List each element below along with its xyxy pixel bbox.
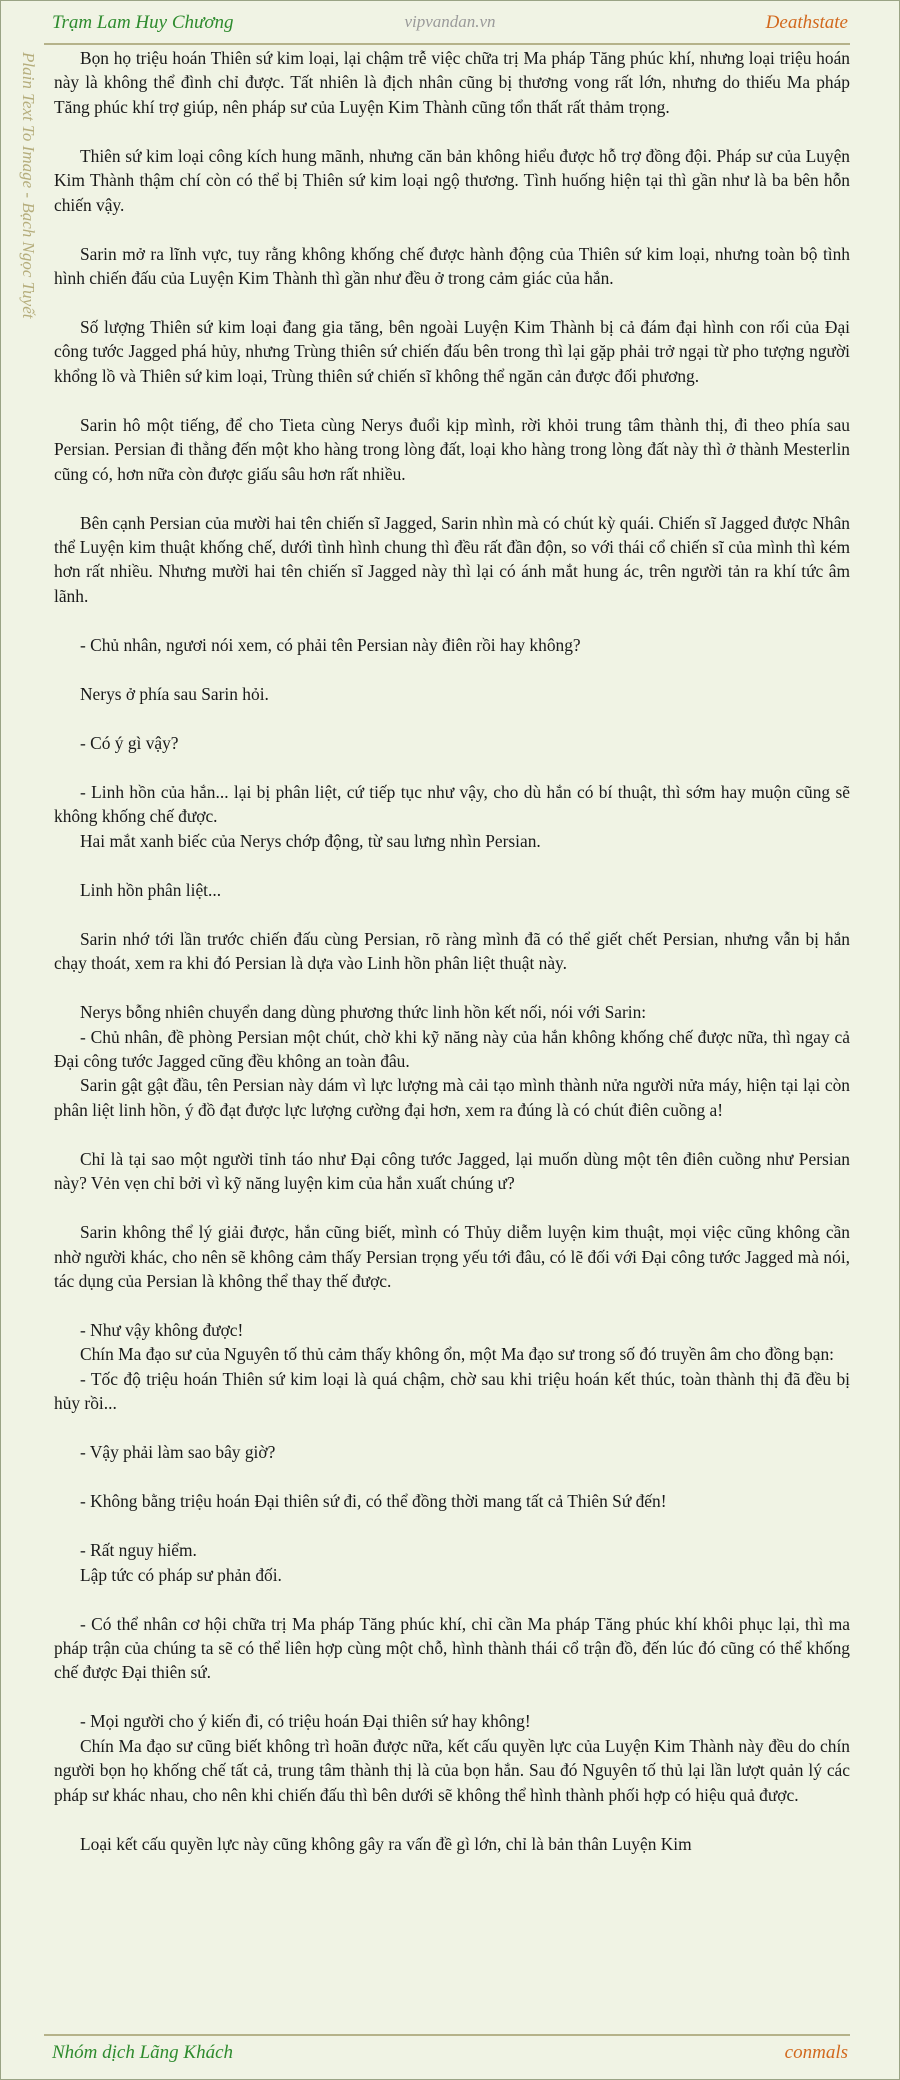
paragraph: - Chủ nhân, ngươi nói xem, có phải tên Persian này điên rồi hay không? xyxy=(80,634,581,655)
paragraph: Chín Ma đạo sư của Nguyên tố thủ cảm thấy không ổn, một Ma đạo sư trong số đó truyền âm cho đồng bạn: xyxy=(80,1344,834,1365)
header-site-title: Trạm Lam Huy Chương xyxy=(52,12,234,33)
paragraph: Loại kết cấu quyền lực này cũng không gây ra vấn đề gì lớn, chỉ là bản thân Luyện Kim xyxy=(80,1833,692,1854)
paragraph: Sarin không thể lý giải được, hắn cũng biết, mình có Thủy diễm luyện kim thuật, mọi việc cũng không cần nhờ người khác, cho nên sẽ không cảm thấy Persian trọng yếu tới đâu, có lẽ đối với Đại công tước Jagged mà nói, tác dụng của Persian là không thể thay thế được. xyxy=(54,1222,850,1291)
paragraph: - Như vậy không được! xyxy=(80,1319,244,1340)
paragraph: - Có ý gì vậy? xyxy=(80,732,179,753)
header-domain: vipvandan.vn xyxy=(404,12,496,31)
paragraph: Số lượng Thiên sứ kim loại đang gia tăng, bên ngoài Luyện Kim Thành bị cả đám đại hình con rối của Đại công tước Jagged phá hủy, nhưng Trùng thiên sứ chiến đấu bên trong thì lại gặp phải trở ngại từ pho tượng người khổng lồ và Thiên sứ kim loại, Trùng thiên sứ chiến sĩ không thể ngăn cản được đối phương. xyxy=(54,317,850,386)
page-header xyxy=(0,0,900,44)
footer-divider xyxy=(44,2034,850,2036)
header-divider xyxy=(44,43,850,45)
paragraph: - Rất nguy hiểm. xyxy=(80,1540,197,1561)
paragraph: - Chủ nhân, đề phòng Persian một chút, chờ khi kỹ năng này của hắn không khống chế được nữa, thì ngay cả Đại công tước Jagged cũng đều không an toàn đâu. xyxy=(54,1026,850,1071)
paragraph: - Tốc độ triệu hoán Thiên sứ kim loại là quá chậm, chờ sau khi triệu hoán kết thúc, toàn thành thị đã đều bị hủy rồi... xyxy=(54,1368,850,1414)
footer-uploader: conmals xyxy=(784,2042,848,2063)
paragraph: - Vậy phải làm sao bây giờ? xyxy=(80,1442,276,1463)
paragraph: Chín Ma đạo sư cũng biết không trì hoãn được nữa, kết cấu quyền lực của Luyện Kim Thành này đều do chín người bọn họ khống chế tất cả, trung tâm thành thị là của bọn hắn. Sau đó Nguyên tố thủ lại lần lượt quản lý các pháp sư khác nhau, cho nên khi chiến đấu thì bên dưới sẽ không thể hình thành phối hợp có hiệu quả được. xyxy=(54,1735,850,1805)
paragraph: - Mọi người cho ý kiến đi, có triệu hoán Đại thiên sứ hay không! xyxy=(80,1711,531,1732)
paragraph: Bọn họ triệu hoán Thiên sứ kim loại, lại chậm trễ việc chữa trị Ma pháp Tăng phúc khí, nhưng loại triệu hoán này là không thể đình chỉ được. Tất nhiên là địch nhân cũng bị thương vong rất lớn, nhưng do thiếu Ma pháp Tăng phúc khí trợ giúp, nên pháp sư của Luyện Kim Thành cũng tổn thất rất thảm trọng. xyxy=(54,48,850,117)
paragraph: - Có thể nhân cơ hội chữa trị Ma pháp Tăng phúc khí, chỉ cần Ma pháp Tăng phúc khí khôi phục lại, thì ma pháp trận của chúng ta sẽ có thể liên hợp cùng một chỗ, hình thành thái cổ trận đồ, đến lúc đó cũng có thể khống chế được Đại thiên sứ. xyxy=(54,1613,850,1683)
paragraph: Hai mắt xanh biếc của Nerys chớp động, từ sau lưng nhìn Persian. xyxy=(80,830,541,851)
header-author: Deathstate xyxy=(765,12,848,33)
paragraph: Lập tức có pháp sư phản đối. xyxy=(80,1564,282,1585)
paragraph: Sarin mở ra lĩnh vực, tuy rằng không khống chế được hành động của Thiên sứ kim loại, nhưng toàn bộ tình hình chiến đấu của Luyện Kim Thành thì gần như đều ở trong cảm giác của hắn. xyxy=(54,243,850,289)
paragraph: Bên cạnh Persian của mười hai tên chiến sĩ Jagged, Sarin nhìn mà có chút kỳ quái. Chiến sĩ Jagged được Nhân thể Luyện kim thuật khống chế, dưới tình hình chung thì đều rất đần độn, so với thái cổ chiến sĩ của mình thì kém hơn rất nhiều. Nhưng mười hai tên chiến sĩ Jagged này thì lại có ánh mắt hung ác, trên người tản ra khí tức âm lãnh. xyxy=(54,512,850,606)
sidebar-watermark: Plain Text To Image - Bạch Ngọc Tuyết xyxy=(19,52,38,319)
paragraph: Nerys ở phía sau Sarin hỏi. xyxy=(80,683,269,704)
footer-translation-group: Nhóm dịch Lãng Khách xyxy=(52,2042,234,2063)
page-footer xyxy=(0,2038,900,2078)
paragraph: Nerys bỗng nhiên chuyển dang dùng phương thức linh hồn kết nối, nói với Sarin: xyxy=(80,1002,647,1023)
paragraph: - Linh hồn của hắn... lại bị phân liệt, cứ tiếp tục như vậy, cho dù hắn có bí thuật, thì sớm hay muộn cũng sẽ không khống chế được. xyxy=(54,781,850,827)
paragraph: - Không bằng triệu hoán Đại thiên sứ đi, có thể đồng thời mang tất cả Thiên Sứ đến! xyxy=(80,1491,667,1512)
paragraph: Sarin nhớ tới lần trước chiến đấu cùng Persian, rõ ràng mình đã có thể giết chết Persian, nhưng vẫn bị hắn chạy thoát, xem ra khi đó Persian là dựa vào Linh hồn phân liệt thuật này. xyxy=(54,928,850,974)
paragraph: Thiên sứ kim loại công kích hung mãnh, nhưng căn bản không hiểu được hỗ trợ đồng đội. Pháp sư của Luyện Kim Thành thậm chí còn có thể bị Thiên sứ kim loại ngộ thương. Tình huống hiện tại thì gần như là ba bên hỗn chiến vậy. xyxy=(54,145,850,215)
paragraph: Sarin gật gật đầu, tên Persian này dám vì lực lượng mà cải tạo mình thành nửa người nửa máy, hiện tại lại còn phân liệt linh hồn, ý đồ đạt được lực lượng cường đại hơn, xem ra đúng là có chút điên cuồng a! xyxy=(54,1075,850,1120)
paragraph: Sarin hô một tiếng, để cho Tieta cùng Nerys đuổi kịp mình, rời khỏi trung tâm thành thị, đi theo phía sau Persian. Persian đi thẳng đến một kho hàng trong lòng đất, loại kho hàng trong lòng đất này thì ở thành Mesterlin cũng có, hơn nữa còn được giấu sâu hơn rất nhiều. xyxy=(54,414,850,484)
paragraph: Linh hồn phân liệt... xyxy=(80,879,222,900)
paragraph: Chỉ là tại sao một người tỉnh táo như Đại công tước Jagged, lại muốn dùng một tên điên cuồng như Persian này? Vẻn vẹn chỉ bởi vì kỹ năng luyện kim của hắn xuất chúng ư? xyxy=(54,1148,850,1194)
chapter-text xyxy=(54,46,850,2034)
